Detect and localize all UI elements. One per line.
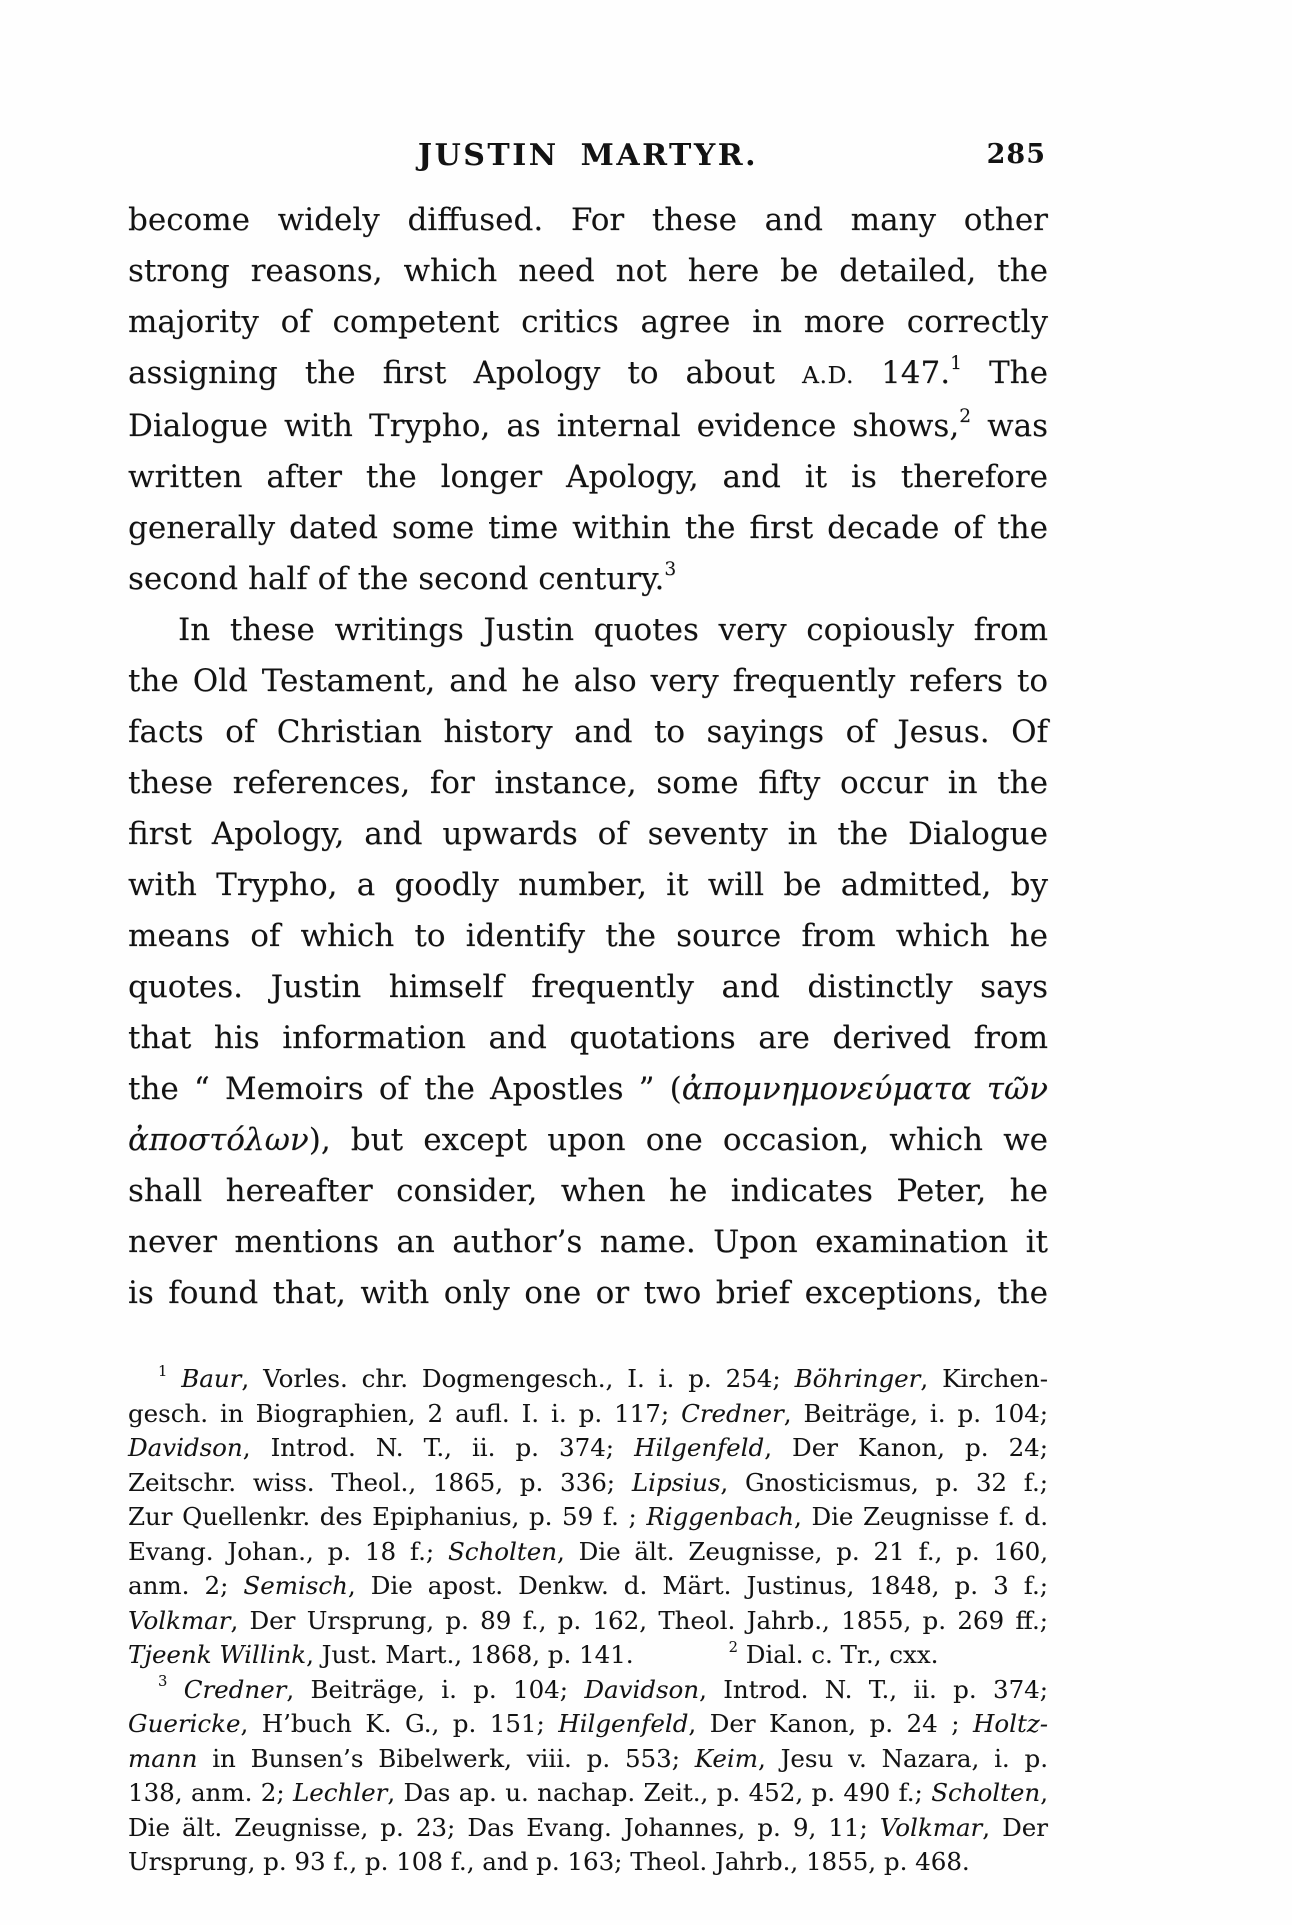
text-block	[128, 138, 1048, 1880]
text-run: Volkmar	[128, 1605, 231, 1635]
text-run: with Trypho, a goodly number, it will be admitted, by	[128, 867, 1048, 903]
text-run: Böhringer	[794, 1364, 921, 1393]
text-line	[128, 911, 1048, 962]
text-run: , Die ält. Zeugnisse, p. 21 f., p. 160,	[556, 1536, 1049, 1566]
text-run: Scholten	[931, 1778, 1041, 1807]
text-line	[128, 1397, 1048, 1432]
page-header	[128, 138, 1048, 178]
text-line	[128, 1500, 1048, 1535]
text-line	[128, 605, 1048, 656]
text-run: Hilgenfeld	[634, 1433, 765, 1462]
text-run: anm. 2;	[128, 1571, 244, 1600]
running-title: JUSTIN MARTYR.	[417, 138, 759, 173]
text-run: , Der Kanon, p. 24;	[764, 1433, 1048, 1462]
text-run: , Gnosticismus, p. 32 f.;	[720, 1467, 1048, 1497]
text-line	[128, 1535, 1048, 1570]
text-line	[128, 1115, 1048, 1166]
text-run: assigning the first Apology to about	[128, 355, 803, 391]
text-run: is found that, with only one or two brief exceptions, the	[128, 1275, 1048, 1311]
text-run: ,	[1040, 1778, 1048, 1807]
text-line	[128, 503, 1048, 554]
text-run: Zur Quellenkr. des Epiphanius, p. 59 f. ;	[128, 1502, 647, 1531]
text-run: , Das ap. u. nachap. Zeit., p. 452, p. 490 f.;	[387, 1778, 932, 1807]
text-run: , Introd. N. T., ii. p. 374;	[699, 1674, 1048, 1704]
footnote-marker: 1	[158, 1362, 168, 1380]
text-run: A.D.	[802, 361, 855, 389]
text-line	[128, 1707, 1048, 1742]
text-run: facts of Christian history and to sayings of Jesus. Of	[128, 714, 1048, 750]
text-run	[167, 1364, 181, 1393]
text-line	[128, 1776, 1048, 1811]
text-run: Dialogue with Trypho, as internal evidence shows,	[128, 408, 960, 444]
text-line	[128, 962, 1048, 1013]
text-line	[128, 1811, 1048, 1846]
text-run: , Vorles. chr. Dogmengesch., I. i. p. 254;	[241, 1364, 795, 1393]
text-run: ), but except upon one occasion, which we	[308, 1122, 1048, 1158]
text-run: generally dated some time within the first decade of the	[128, 510, 1048, 546]
text-run: the “ Memoirs of the Apostles ” (	[128, 1071, 682, 1107]
text-run: Evang. Johan., p. 18 f.;	[128, 1536, 448, 1566]
text-line	[128, 1638, 1048, 1673]
text-run: Credner	[183, 1674, 287, 1704]
text-run: Hilgenfeld	[558, 1709, 689, 1738]
text-line	[128, 1013, 1048, 1064]
text-run: 138, anm. 2;	[128, 1778, 293, 1807]
text-run: , Der Kanon, p. 24 ;	[688, 1709, 974, 1738]
text-run: Keim	[694, 1743, 758, 1773]
text-line	[128, 1166, 1048, 1217]
text-line	[128, 1431, 1048, 1466]
text-line	[128, 1064, 1048, 1115]
text-run: Davidson	[128, 1433, 243, 1462]
footnote-marker: 3	[158, 1673, 168, 1691]
text-run: quotes. Justin himself frequently and distinctly says	[128, 969, 1048, 1005]
text-run: , Die Zeugnisse f. d.	[794, 1502, 1048, 1531]
text-line	[128, 1362, 1048, 1397]
text-run: Holtz-	[973, 1709, 1048, 1738]
text-line	[128, 1673, 1048, 1708]
text-run	[167, 1675, 183, 1704]
text-line	[128, 656, 1048, 707]
text-run: Zeitschr. wiss. Theol., 1865, p. 336;	[128, 1467, 632, 1497]
text-run: shall hereafter consider, when he indicates Peter, he	[128, 1173, 1048, 1209]
footnote-marker: 2	[959, 405, 972, 427]
text-run: strong reasons, which need not here be detailed, the	[128, 253, 1048, 289]
text-run: means of which to identify the source from which he	[128, 918, 1048, 954]
text-line	[128, 1466, 1048, 1501]
text-run: majority of competent critics agree in more correctly	[128, 304, 1048, 340]
text-run: mann	[128, 1743, 198, 1773]
text-run: the Old Testament, and he also very frequently refers to	[128, 663, 1048, 699]
text-run: written after the longer Apology, and it is therefore	[128, 459, 1048, 495]
text-run: become widely diffused. For these and many other	[128, 202, 1048, 238]
text-line	[128, 452, 1048, 503]
text-line	[128, 1845, 1048, 1880]
text-run: Riggenbach	[646, 1502, 795, 1531]
text-run: , Introd. N. T., ii. p. 374;	[242, 1433, 635, 1462]
text-run: , Just. Mart., 1868, p. 141.	[306, 1640, 634, 1669]
footnote-marker: 2	[728, 1638, 738, 1656]
text-run: Volkmar	[879, 1812, 983, 1842]
text-run: that his information and quotations are derived from	[128, 1020, 1048, 1056]
footnotes	[128, 1362, 1048, 1880]
footnote-marker: 3	[664, 558, 677, 580]
text-line	[128, 758, 1048, 809]
text-run: Ursprung, p. 93 f., p. 108 f., and p. 163; Theol. Jahrb., 1855, p. 468.	[128, 1847, 970, 1876]
text-run: , Jesu v. Nazara, i. p.	[758, 1743, 1048, 1773]
text-run: gesch. in Biographien, 2 aufl. I. i. p. 117;	[128, 1398, 682, 1428]
text-run: never mentions an author’s name. Upon examination it	[128, 1224, 1048, 1260]
text-run: , H’buch K. G., p. 151;	[240, 1709, 559, 1738]
text-line	[128, 246, 1048, 297]
text-run: in Bunsen’s Bibelwerk, viii. p. 553;	[197, 1743, 695, 1773]
page-number: 285	[986, 139, 1046, 170]
text-run: Tjeenk Willink	[128, 1640, 307, 1669]
text-run: Die ält. Zeugnisse, p. 23; Das Evang. Johannes, p. 9, 11;	[128, 1812, 880, 1842]
footnote-marker: 1	[950, 352, 962, 374]
text-run: The	[961, 355, 1048, 391]
text-run: ἀπομνημονεύματα τῶν	[681, 1071, 1048, 1107]
text-run: Lechler	[293, 1778, 388, 1807]
text-run: , Beiträge, i. p. 104;	[783, 1398, 1048, 1428]
text-line	[128, 401, 1048, 452]
text-run: , Der Ursprung, p. 89 f., p. 162, Theol. Jahrb., 1855, p. 269 ff.;	[230, 1605, 1048, 1635]
text-run: ἀποστόλων	[128, 1122, 309, 1158]
text-line	[128, 195, 1048, 246]
text-run: Davidson	[584, 1674, 700, 1704]
text-run: , Kirchen-	[920, 1364, 1048, 1393]
text-line	[128, 707, 1048, 758]
text-run: 147.	[854, 355, 951, 391]
text-run: Baur	[181, 1364, 242, 1393]
text-run: first Apology, and upwards of seventy in the Dialogue	[128, 816, 1048, 852]
text-run: was	[971, 408, 1049, 444]
body-text	[128, 195, 1048, 1319]
text-run: , Der	[982, 1812, 1048, 1842]
text-run: , Beiträge, i. p. 104;	[286, 1674, 585, 1704]
text-line	[128, 1604, 1048, 1639]
text-line	[128, 297, 1048, 348]
text-line	[128, 348, 1048, 401]
text-run: Dial. c. Tr., cxx.	[737, 1640, 939, 1669]
text-line	[128, 809, 1048, 860]
text-run: Guericke	[128, 1709, 241, 1738]
text-line	[128, 554, 1048, 605]
text-line	[128, 1217, 1048, 1268]
text-run: Scholten	[447, 1536, 557, 1566]
text-run: , Die apost. Denkw. d. Märt. Justinus, 1848, p. 3 f.;	[347, 1571, 1049, 1600]
text-line	[128, 860, 1048, 911]
text-line	[128, 1268, 1048, 1319]
text-line	[128, 1742, 1048, 1777]
text-run: Lipsius	[631, 1467, 721, 1497]
text-run: Credner	[681, 1398, 784, 1428]
text-run: In these writings Justin quotes very copiously from	[178, 612, 1048, 648]
text-run: these references, for instance, some fifty occur in the	[128, 765, 1048, 801]
text-run: Semisch	[243, 1571, 348, 1600]
text-line	[128, 1569, 1048, 1604]
text-run: second half of the second century.	[128, 561, 665, 597]
